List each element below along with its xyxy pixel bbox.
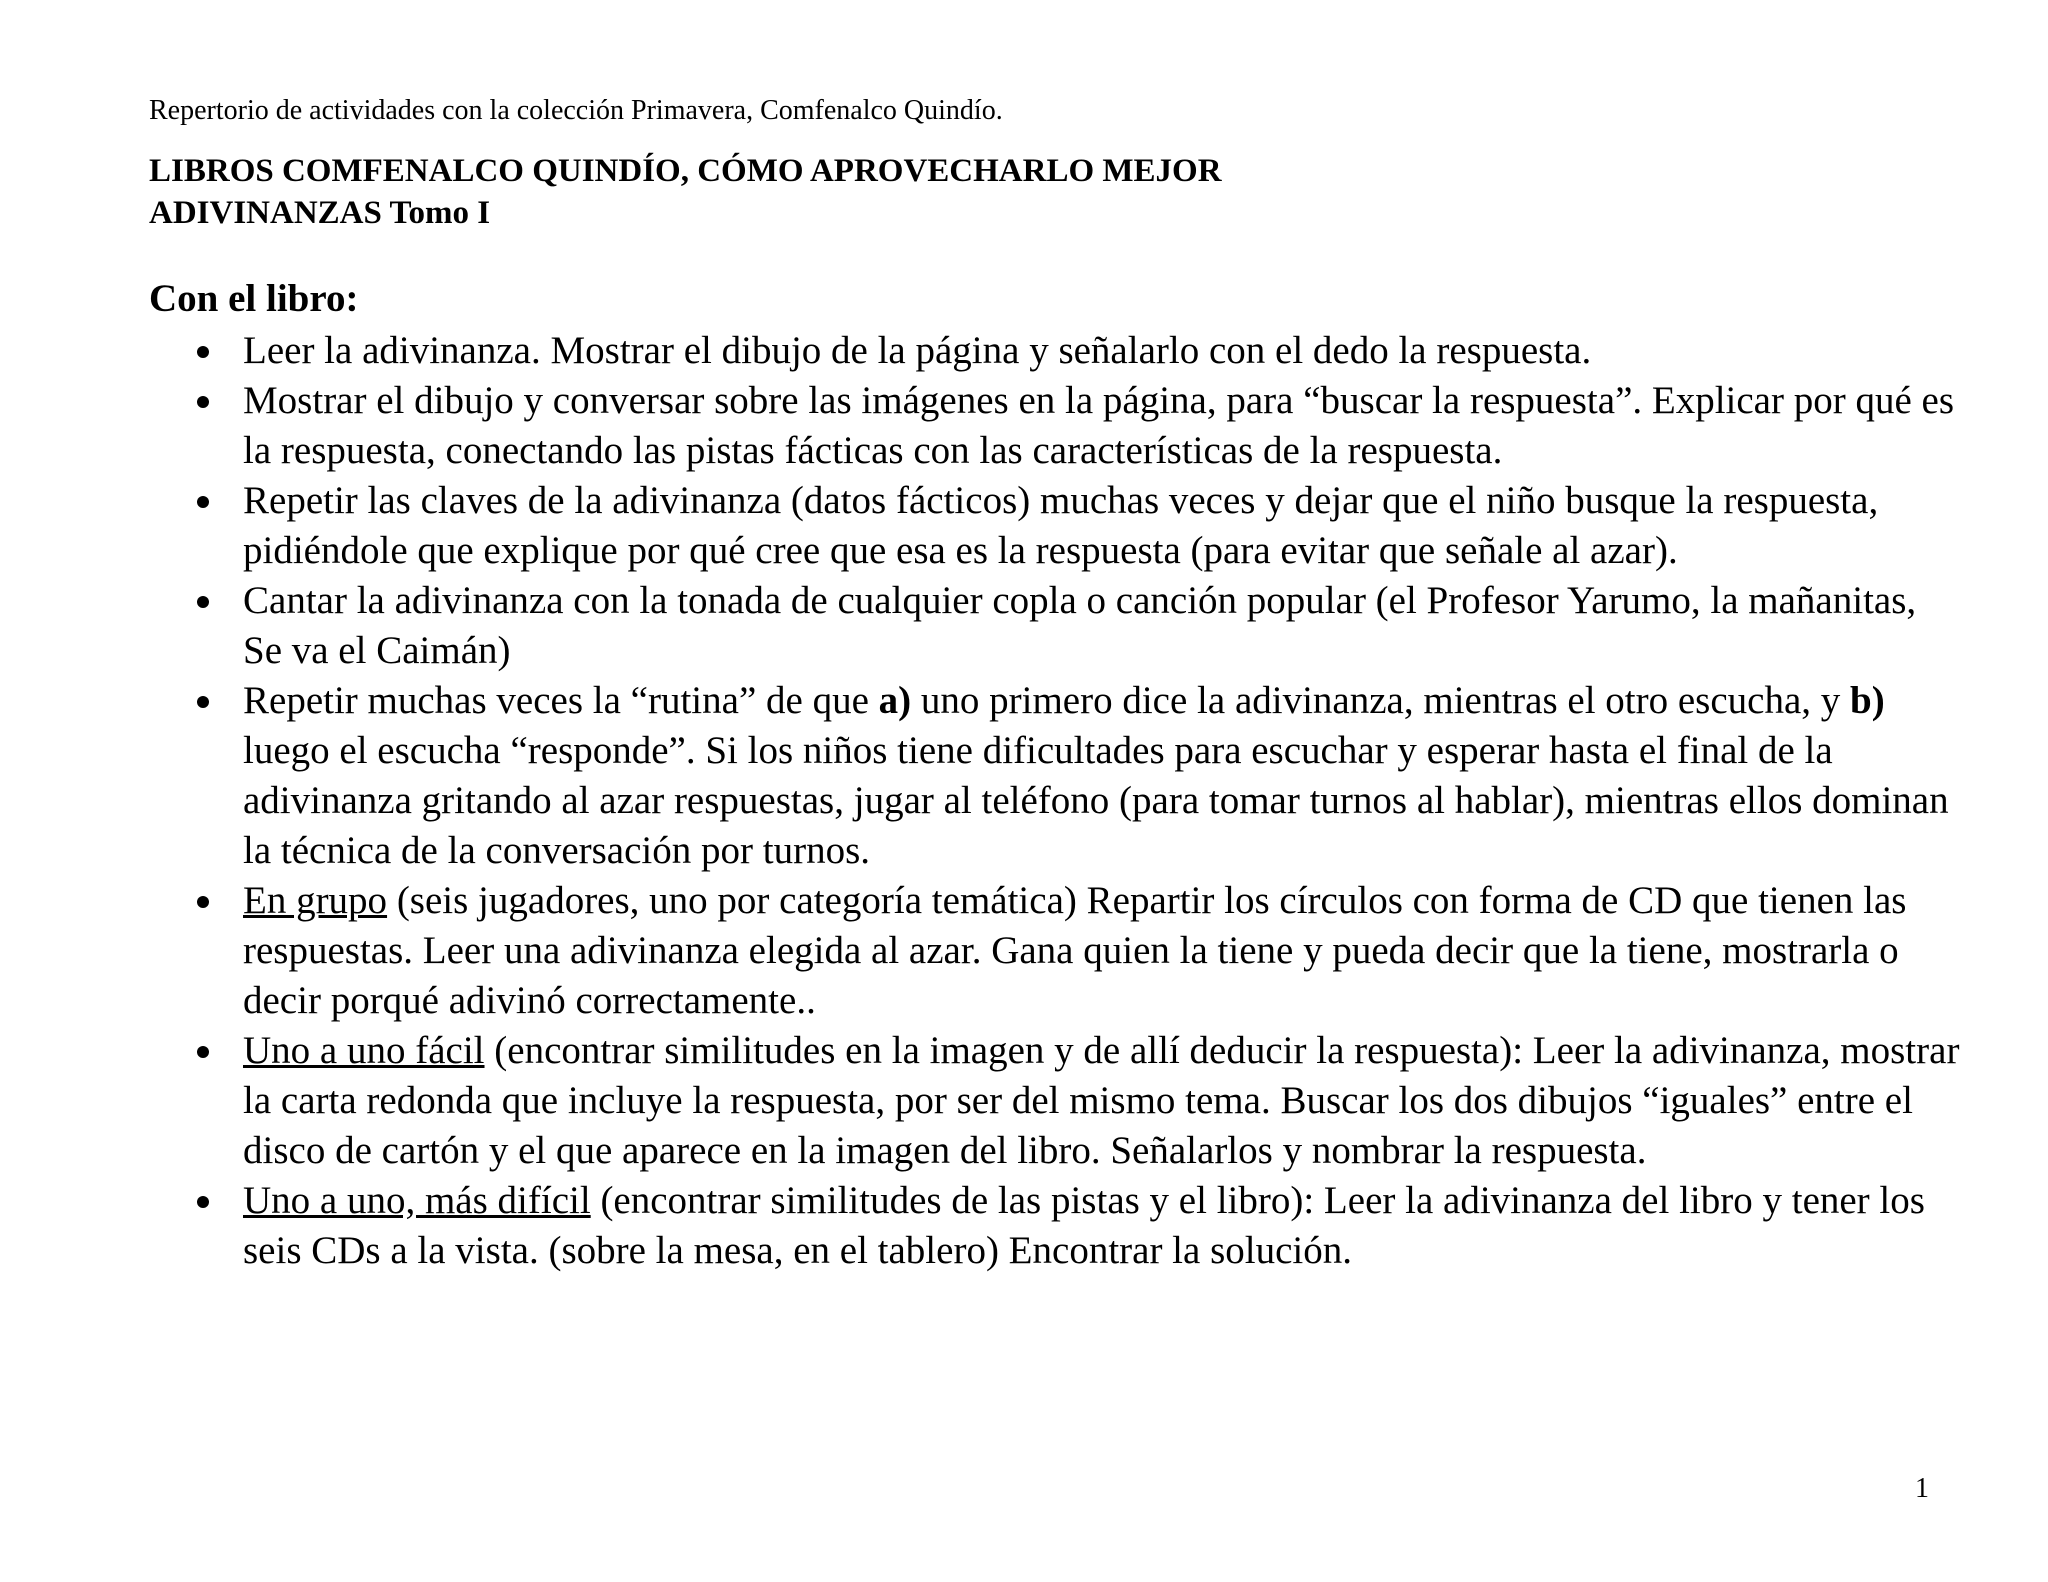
bullet-icon — [197, 396, 209, 408]
list-item — [0, 1176, 1960, 1276]
list-item — [0, 326, 1960, 376]
bullet-icon — [197, 1046, 209, 1058]
running-head: Repertorio de actividades con la colección Primavera, Comfenalco Quindío. — [149, 95, 1003, 126]
item-bold-a: a) — [878, 679, 912, 722]
bullet-icon — [197, 596, 209, 608]
item-text: Mostrar el dibujo y conversar sobre las imágenes en la página, para “buscar la respuesta”. Explicar por qué es la respuesta, conectando las pistas fácticas con las características de la respuesta. — [243, 379, 1955, 472]
item-text: (encontrar similitudes en la imagen y de allí deducir la respuesta): Leer la adivinanza, mostrar la carta redonda que incluye la respuesta, por ser del mismo tema. Buscar los dos dibujos “iguales” entre el disco de cartón y el que aparece en la imagen del libro. Señalarlos y nombrar la respuesta. — [243, 1029, 1960, 1172]
section-heading: Con el libro: — [149, 277, 359, 320]
item-text: (seis jugadores, uno por categoría temática) Repartir los círculos con forma de CD que tienen las respuestas. Leer una adivinanza elegida al azar. Gana quien la tiene y pueda decir que la tiene, mostrarla o decir porqué adivinó correctamente.. — [243, 879, 1907, 1022]
item-text: (encontrar similitudes de las pistas y el libro): Leer la adivinanza del libro y tener los seis CDs a la vista. (sobre la mesa, en el tablero) Encontrar la solución. — [243, 1179, 1925, 1272]
item-text: Cantar la adivinanza con la tonada de cualquier copla o canción popular (el Profesor Yarumo, la mañanitas, Se va el Caimán) — [243, 579, 1917, 672]
document-title — [149, 150, 1222, 234]
item-underlined-label: Uno a uno fácil — [243, 1029, 485, 1072]
title-line-1: LIBROS COMFENALCO QUINDÍO, CÓMO APROVECHARLO MEJOR — [149, 153, 1222, 189]
item-text: Leer la adivinanza. Mostrar el dibujo de la página y señalarlo con el dedo la respuesta. — [243, 329, 1592, 372]
bullet-icon — [197, 496, 209, 508]
bullet-icon — [197, 1196, 209, 1208]
list-item — [0, 1026, 1960, 1176]
activity-list — [0, 326, 1960, 1276]
bullet-icon — [197, 696, 209, 708]
list-item — [0, 876, 1960, 1026]
page-number: 1 — [1915, 1473, 1929, 1504]
item-text-part2: uno primero dice la adivinanza, mientras el otro escucha, y — [911, 679, 1851, 722]
title-line-2: ADIVINANZAS Tomo I — [149, 195, 491, 231]
item-bold-b: b) — [1850, 679, 1885, 722]
item-text-part1: Repetir muchas veces la “rutina” de que — [243, 679, 879, 722]
list-item — [0, 376, 1960, 476]
bullet-icon — [197, 896, 209, 908]
item-text: Repetir las claves de la adivinanza (datos fácticos) muchas veces y dejar que el niño busque la respuesta, pidiéndole que explique por qué cree que esa es la respuesta (para evitar que señale al azar). — [243, 479, 1879, 572]
list-item — [0, 576, 1960, 676]
item-underlined-label: Uno a uno, más difícil — [243, 1179, 591, 1222]
item-text-part3: luego el escucha “responde”. Si los niños tiene dificultades para escuchar y esperar hasta el final de la adivinanza gritando al azar respuestas, jugar al teléfono (para tomar turnos al hablar), mientras ellos dominan la técnica de la conversación por turnos. — [243, 729, 1949, 872]
bullet-icon — [197, 346, 209, 358]
item-underlined-label: En grupo — [243, 879, 388, 922]
list-item — [0, 676, 1960, 876]
list-item — [0, 476, 1960, 576]
